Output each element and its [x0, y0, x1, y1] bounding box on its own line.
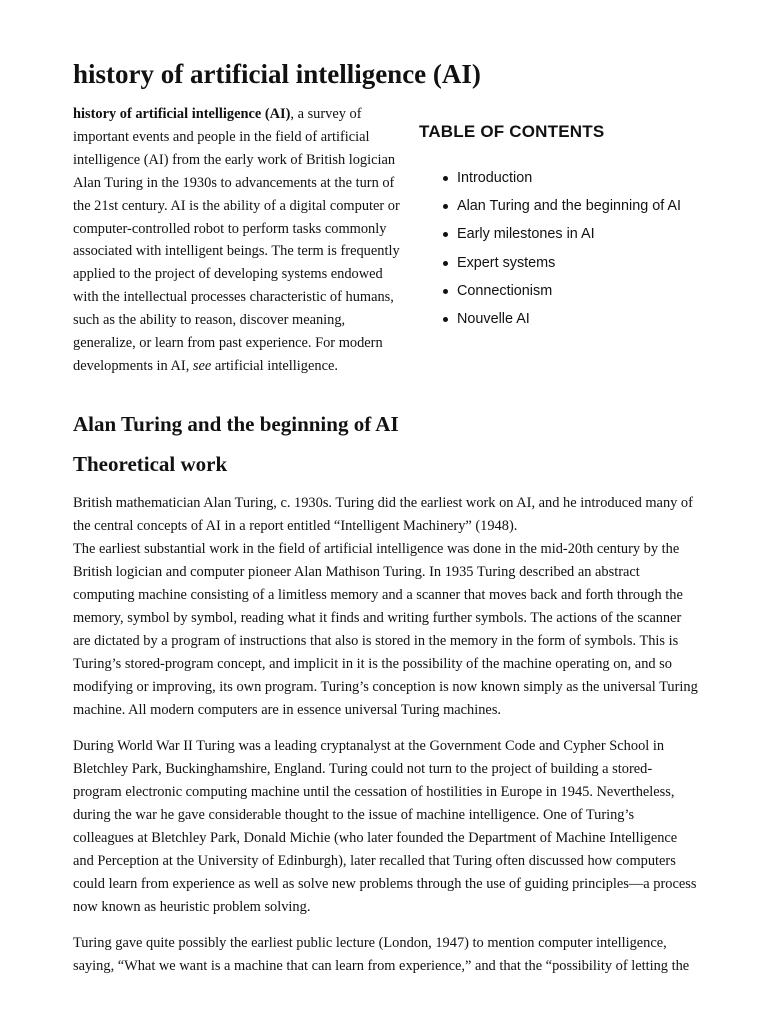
image-caption: British mathematician Alan Turing, c. 1930s. Turing did the earliest work on AI, and he introduced many of the central concepts of AI in a report entitled “Intelligent Machinery” (1948).: [73, 495, 693, 534]
toc-link[interactable]: Connectionism: [457, 282, 553, 299]
bullet-icon: [443, 176, 448, 181]
intro-paragraph: [73, 103, 403, 378]
bullet-icon: [443, 289, 448, 294]
toc-link[interactable]: Introduction: [457, 170, 533, 186]
toc-item-alan-turing[interactable]: [419, 192, 719, 220]
intro-text: , a survey of important events and people in the field of artificial intelligence (AI) from the early work of British logician Alan Turing in the 1930s to advancements at the turn of the 21st century. AI is the ability of a digital computer or computer-controlled robot to perform tasks commonly associated with intelligent beings. The term is frequently applied to the project of developing systems endowed with the intellectual processes characteristic of humans, such as the ability to reason, discover meaning, generalize, or learn from past experience. For modern developments in AI,: [73, 106, 400, 374]
toc-item-connectionism[interactable]: [419, 277, 719, 305]
article-body: [73, 492, 698, 978]
intro-see-word: see: [192, 357, 212, 374]
page-title: history of artificial intelligence (AI): [73, 59, 481, 89]
toc-item-early-milestones[interactable]: [419, 220, 719, 248]
toc-item-introduction[interactable]: [419, 164, 719, 192]
intro-term: history of artificial intelligence (AI): [73, 106, 291, 122]
bullet-icon: [443, 232, 448, 237]
intro-see-link[interactable]: artificial intelligence.: [211, 357, 338, 374]
body-paragraph: Turing gave quite possibly the earliest public lecture (London, 1947) to mention computer intelligence, saying, “What we want is a machine that can learn from experience,” and that the “possibility of letting the: [73, 935, 690, 974]
toc-link[interactable]: Early milestones in AI: [457, 226, 595, 243]
bullet-icon: [443, 261, 448, 266]
toc-item-nouvelle-ai[interactable]: [419, 305, 719, 333]
body-paragraph: The earliest substantial work in the field of artificial intelligence was done in the mid-20th century by the British logician and computer pioneer Alan Mathison Turing. In 1935 Turing described an abstract computing machine consisting of a limitless memory and a scanner that moves back and forth through the memory, symbol by symbol, reading what it finds and writing further symbols. The actions of the scanner are dictated by a program of instructions that also is stored in the memory in the form of symbols. This is Turing’s stored-program concept, and implicit in it is the possibility of the machine operating on, and so modifying or improving, its own program. Turing’s conception is now known simply as the universal Turing machine. All modern computers are in essence universal Turing machines.: [73, 541, 698, 718]
bullet-icon: [443, 204, 448, 209]
toc-link[interactable]: Alan Turing and the beginning of AI: [457, 198, 682, 215]
body-paragraph: During World War II Turing was a leading cryptanalyst at the Government Code and Cypher School in Bletchley Park, Buckinghamshire, England. Turing could not turn to the project of building a stored-program electronic computing machine until the cessation of hostilities in Europe in 1945. Nevertheless, during the war he gave considerable thought to the issue of machine intelligence. One of Turing’s colleagues at Bletchley Park, Donald Michie (who later founded the Department of Machine Intelligence and Perception at the University of Edinburgh), later recalled that Turing often discussed how computers could learn from experience as well as solve new problems through the use of guiding principles—a process now known as heuristic problem solving.: [73, 738, 697, 915]
toc-list: [419, 164, 719, 333]
section-heading: Alan Turing and the beginning of AI: [73, 412, 399, 436]
bullet-icon: [443, 317, 448, 322]
table-of-contents: [419, 120, 719, 333]
toc-title: TABLE OF CONTENTS: [419, 122, 605, 141]
toc-link[interactable]: Nouvelle AI: [457, 310, 530, 327]
subsection-heading: Theoretical work: [73, 452, 228, 476]
toc-link[interactable]: Expert systems: [457, 254, 556, 271]
toc-item-expert-systems[interactable]: [419, 249, 719, 277]
